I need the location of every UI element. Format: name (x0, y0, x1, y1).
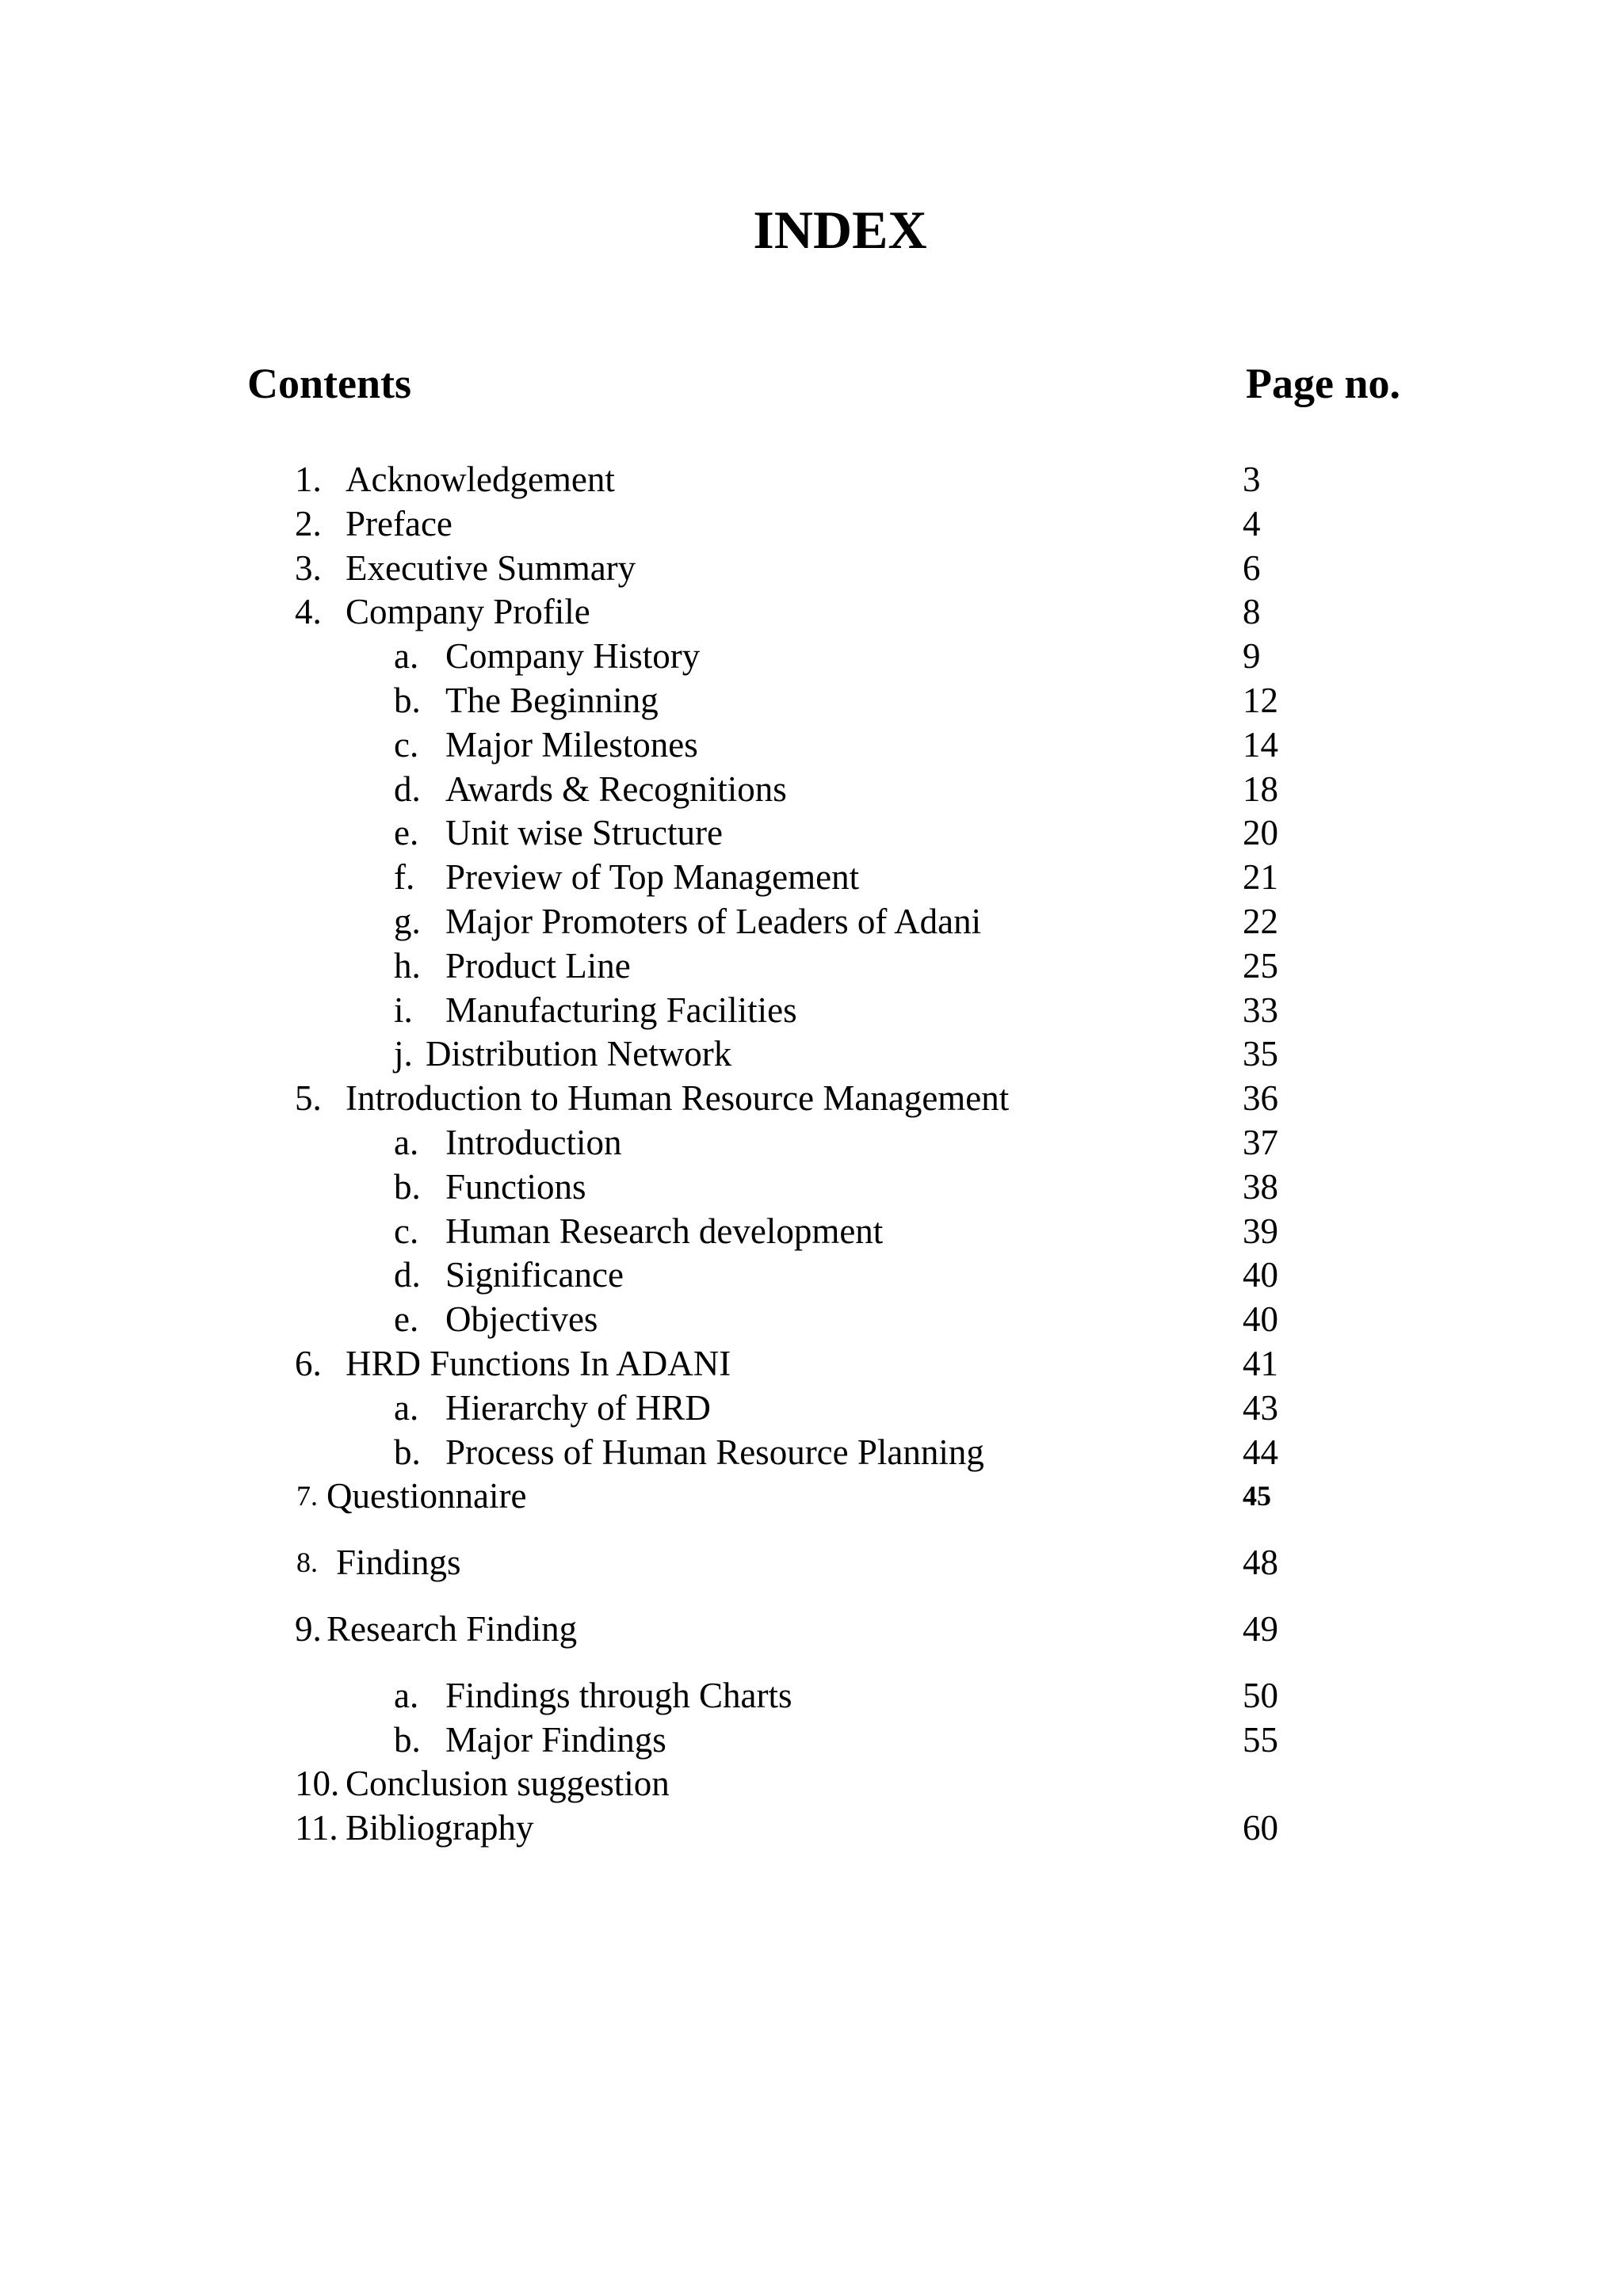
subentry-title: Functions (445, 1166, 586, 1207)
subentry-title: Major Promoters of Leaders of Adani (445, 901, 982, 941)
entry-number: 2. (295, 503, 322, 543)
toc-subentry (0, 635, 1623, 679)
toc-subentry (0, 1165, 1623, 1210)
subentry-letter: a. (394, 1387, 419, 1428)
subentry-letter: j. (394, 1034, 413, 1074)
subentry-title: Product Line (445, 945, 631, 986)
subentry-letter: e. (394, 813, 419, 853)
toc-entry (0, 458, 1623, 502)
toc-subentry (0, 768, 1623, 812)
entry-title: Preface (346, 503, 453, 543)
entry-page: 44 (1243, 1432, 1278, 1472)
toc-subentry (0, 679, 1623, 723)
toc-entry (0, 1474, 1623, 1519)
entry-title: HRD Functions In ADANI (346, 1343, 731, 1383)
subentry-title: Company History (445, 636, 701, 677)
entry-page: 9 (1243, 636, 1261, 677)
subentry-title: Findings through Charts (445, 1675, 792, 1715)
entry-page: 4 (1243, 503, 1261, 543)
subentry-title: Unit wise Structure (445, 813, 723, 853)
entry-title: Executive Summary (346, 547, 636, 588)
entry-title: Conclusion suggestion (346, 1764, 670, 1804)
subentry-title: Preview of Top Management (445, 857, 860, 898)
subentry-letter: d. (394, 1255, 421, 1295)
entry-number: 11. (295, 1808, 338, 1848)
entry-number: 8. (296, 1547, 318, 1579)
entry-page: 40 (1243, 1299, 1278, 1340)
toc-entry (0, 1342, 1623, 1386)
entry-page: 43 (1243, 1387, 1278, 1428)
toc-subentry (0, 811, 1623, 856)
subentry-letter: e. (394, 1299, 419, 1340)
toc-subentry (0, 1032, 1623, 1077)
entry-title: Questionnaire (327, 1476, 527, 1516)
entry-page: 50 (1243, 1675, 1278, 1715)
entry-page: 18 (1243, 769, 1278, 809)
contents-heading: Contents (247, 360, 412, 407)
subentry-letter: a. (394, 1675, 419, 1715)
subentry-title: Distribution Network (426, 1034, 732, 1074)
subentry-letter: c. (394, 724, 419, 765)
toc-entry (0, 590, 1623, 635)
entry-page: 60 (1243, 1808, 1278, 1848)
subentry-letter: a. (394, 1122, 419, 1162)
toc-entry (0, 1077, 1623, 1121)
toc-subentry (0, 723, 1623, 768)
entry-number: 5. (295, 1078, 322, 1119)
entry-page: 25 (1243, 945, 1278, 986)
subentry-letter: b. (394, 1719, 421, 1760)
toc-entry (0, 547, 1623, 591)
entry-page: 22 (1243, 901, 1278, 941)
entry-page: 8 (1243, 592, 1261, 632)
entry-page: 41 (1243, 1343, 1278, 1383)
toc-entry (0, 1608, 1623, 1652)
subentry-title: Process of Human Resource Planning (445, 1432, 984, 1472)
entry-page: 33 (1243, 990, 1278, 1030)
subentry-letter: h. (394, 945, 421, 986)
toc-subentry (0, 944, 1623, 989)
entry-number: 6. (295, 1343, 322, 1383)
subentry-letter: b. (394, 1432, 421, 1472)
toc-subentry (0, 1298, 1623, 1342)
entry-title: Acknowledgement (346, 460, 615, 499)
entry-page: 20 (1243, 813, 1278, 853)
toc-subentry (0, 1431, 1623, 1475)
toc-subentry (0, 1210, 1623, 1254)
page-no-heading: Page no. (1246, 360, 1400, 407)
page-title: INDEX (753, 200, 927, 260)
entry-page: 12 (1243, 680, 1278, 720)
toc-subentry (0, 1121, 1623, 1165)
entry-number: 3. (295, 547, 322, 588)
entry-page: 37 (1243, 1122, 1278, 1162)
subentry-title: Objectives (445, 1299, 598, 1340)
toc-subentry (0, 1674, 1623, 1718)
toc-entry (0, 502, 1623, 547)
toc-entry (0, 1762, 1623, 1806)
subentry-letter: g. (394, 901, 421, 941)
entry-page: 49 (1243, 1608, 1278, 1649)
entry-page: 40 (1243, 1255, 1278, 1295)
toc-entry (0, 1806, 1623, 1851)
subentry-title: Hierarchy of HRD (445, 1387, 711, 1428)
entry-page: 55 (1243, 1719, 1278, 1760)
subentry-letter: d. (394, 769, 421, 809)
entry-page: 6 (1243, 547, 1261, 588)
entry-title: Bibliography (346, 1808, 534, 1848)
entry-page: 45 (1243, 1480, 1271, 1512)
entry-page: 21 (1243, 857, 1278, 898)
entry-page: 3 (1243, 460, 1261, 499)
subentry-letter: f. (394, 857, 415, 898)
toc-subentry (0, 1253, 1623, 1298)
toc-subentry (0, 900, 1623, 944)
entry-number: 4. (295, 592, 322, 632)
toc-subentry (0, 989, 1623, 1033)
entry-page: 48 (1243, 1543, 1278, 1583)
entry-number: 1. (295, 460, 322, 499)
entry-page: 14 (1243, 724, 1278, 765)
entry-title: Company Profile (346, 592, 590, 632)
subentry-title: The Beginning (445, 680, 659, 720)
entry-title: Research Finding (327, 1608, 578, 1649)
subentry-title: Manufacturing Facilities (445, 990, 797, 1030)
subentry-title: Major Findings (445, 1719, 666, 1760)
entry-number: 10. (295, 1764, 340, 1804)
toc-subentry (0, 856, 1623, 900)
entry-title: Findings (336, 1543, 461, 1583)
toc-subentry (0, 1386, 1623, 1431)
toc-entry (0, 1541, 1623, 1585)
subentry-title: Awards & Recognitions (445, 769, 787, 809)
entry-number: 7. (296, 1480, 318, 1512)
entry-page: 38 (1243, 1166, 1278, 1207)
subentry-title: Major Milestones (445, 724, 698, 765)
subentry-letter: b. (394, 680, 421, 720)
entry-page: 39 (1243, 1211, 1278, 1251)
subentry-letter: i. (394, 990, 413, 1030)
entry-page: 36 (1243, 1078, 1278, 1119)
toc-subentry (0, 1718, 1623, 1763)
entry-page: 35 (1243, 1034, 1278, 1074)
subentry-letter: c. (394, 1211, 419, 1251)
table-of-contents (0, 458, 1623, 1851)
entry-title: Introduction to Human Resource Management (346, 1078, 1010, 1119)
entry-number: 9. (295, 1608, 322, 1649)
subentry-title: Human Research development (445, 1211, 884, 1251)
subentry-letter: b. (394, 1166, 421, 1207)
subentry-title: Significance (445, 1255, 624, 1295)
subentry-title: Introduction (445, 1122, 622, 1162)
subentry-letter: a. (394, 636, 419, 677)
